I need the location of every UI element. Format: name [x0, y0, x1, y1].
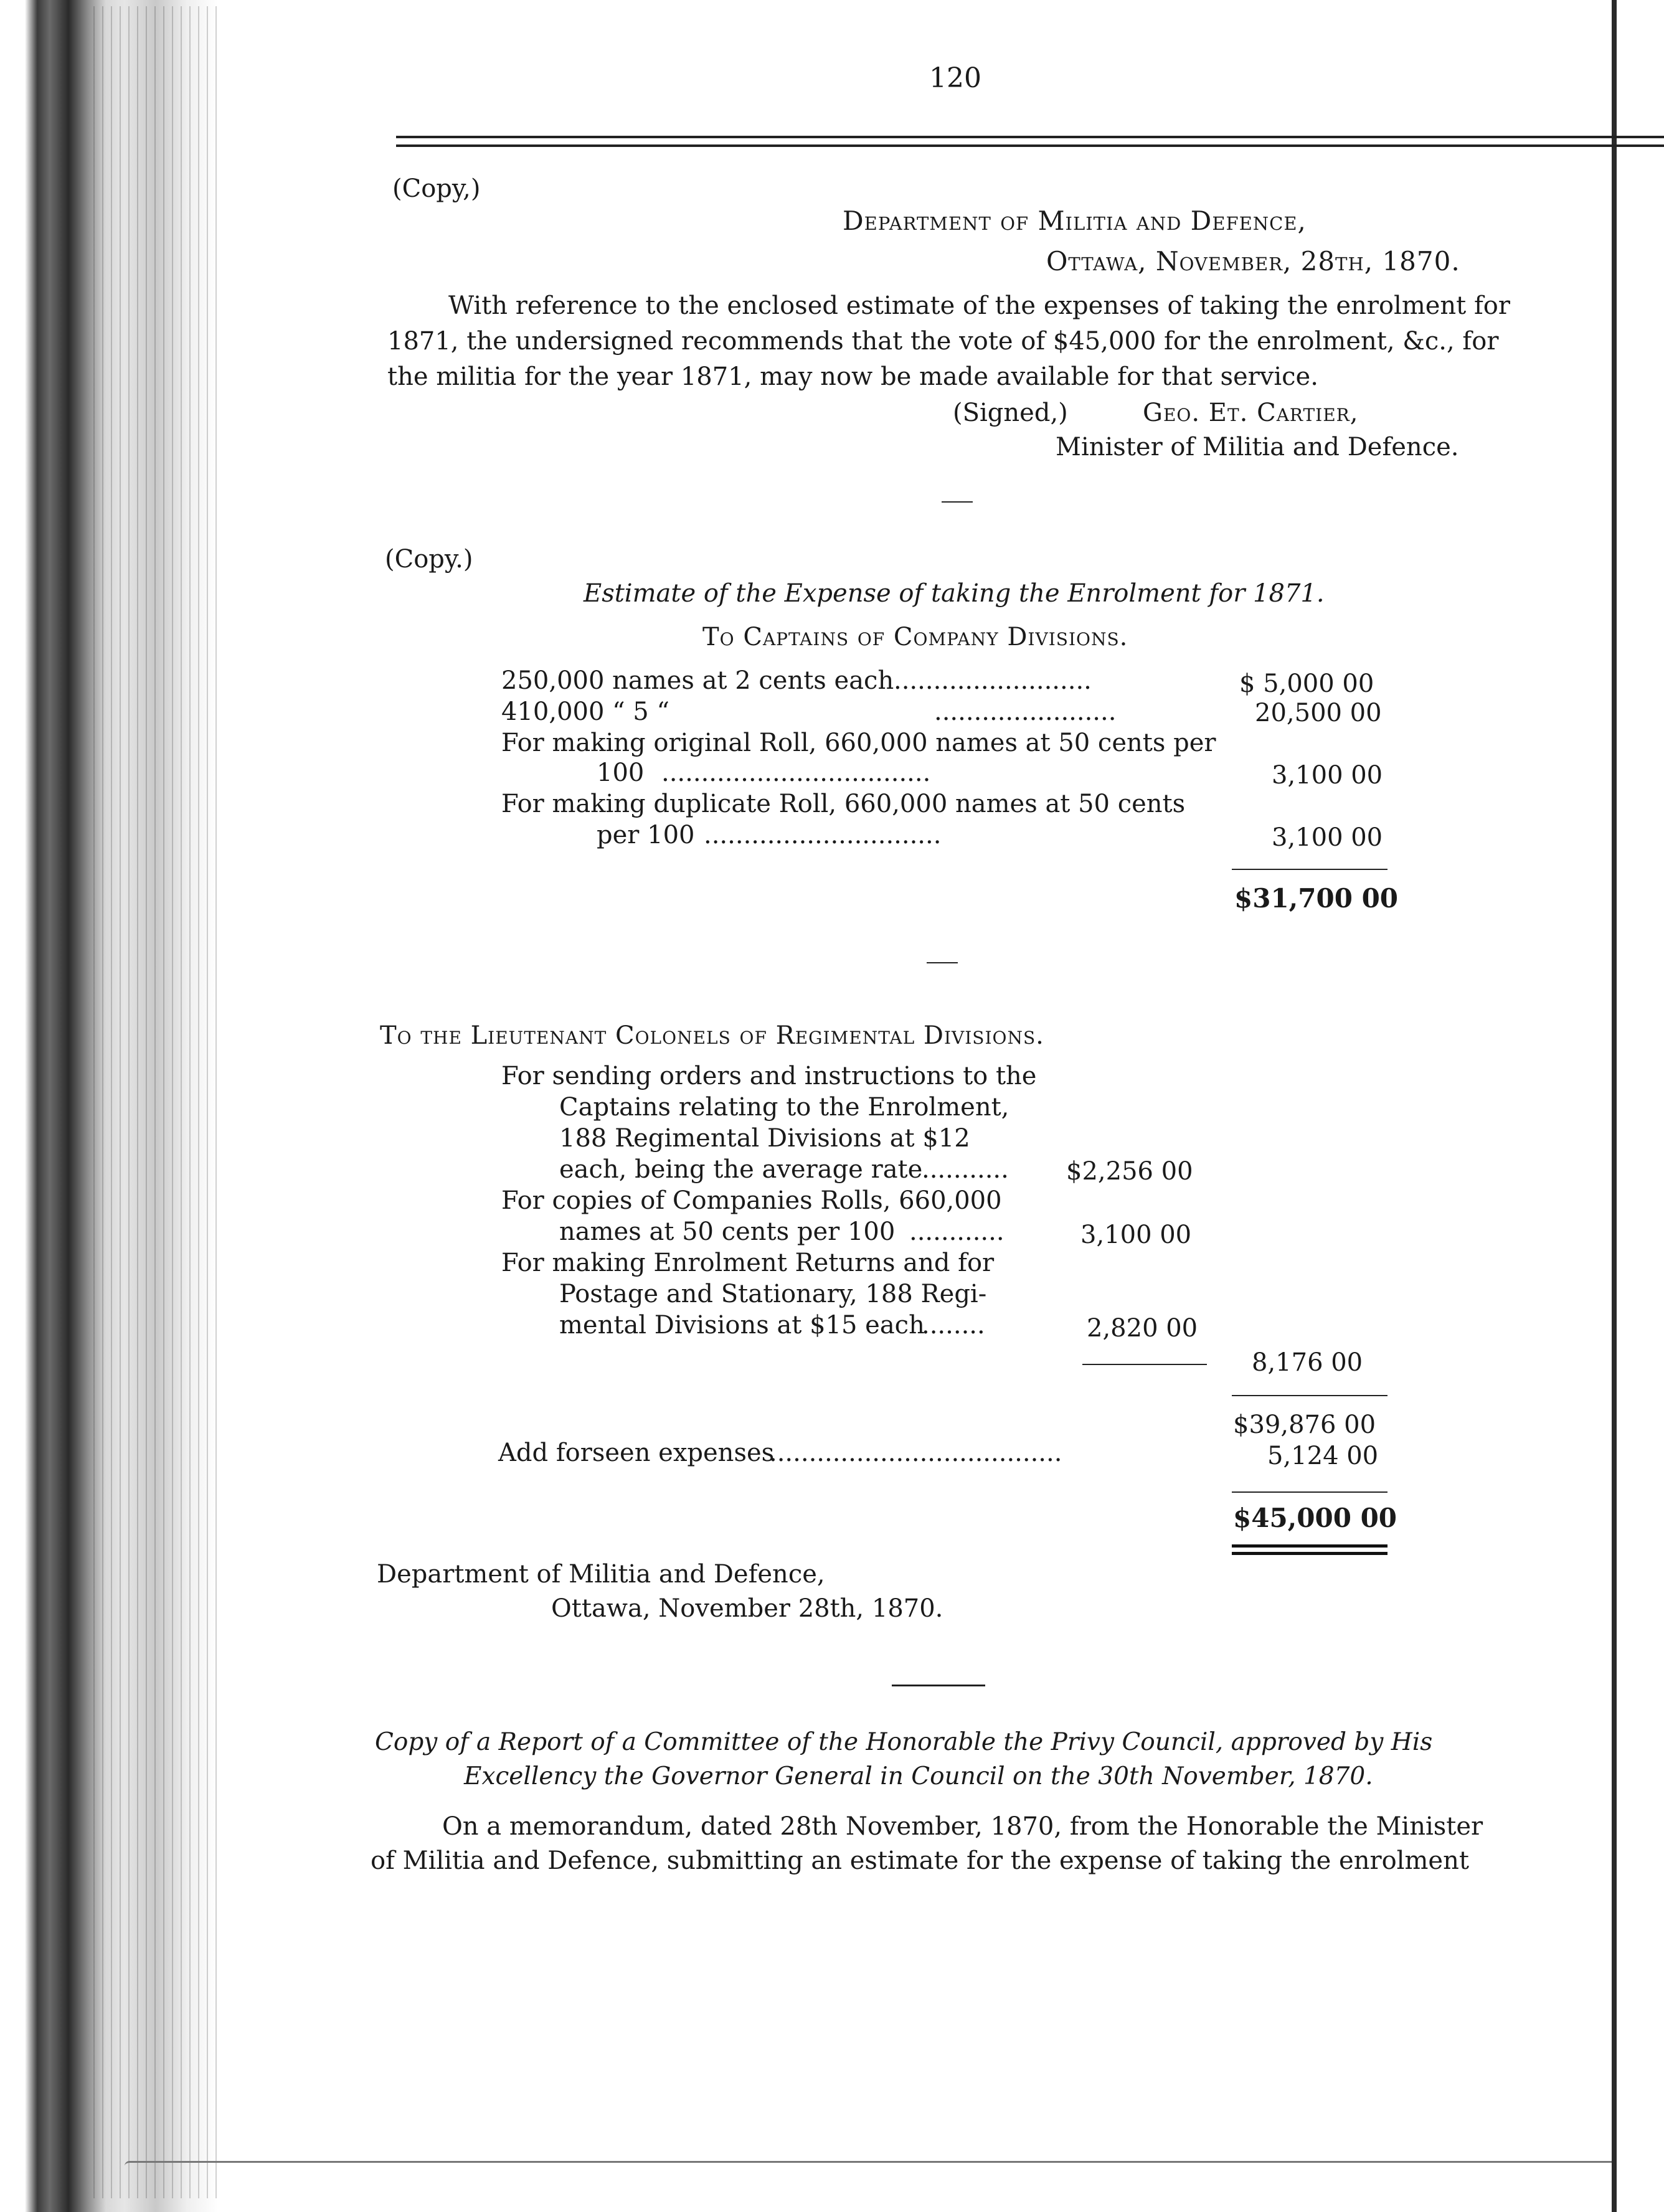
lt-amount-2: 3,100 00 [1080, 1221, 1192, 1249]
lt-leader-3: ........ [922, 1311, 985, 1340]
page-number: 120 [929, 62, 981, 94]
page-edges [93, 6, 218, 2198]
lt-colonels-heading: To the Lieutenant Colonels of Regimental Divisions. [380, 1021, 1044, 1050]
letter-department: Department of Militia and Defence, [843, 206, 1307, 236]
estimate-department-date: Ottawa, November 28th, 1870. [551, 1594, 943, 1623]
letter-date: Ottawa, November, 28th, 1870. [1046, 246, 1460, 276]
report-title-line-1: Copy of a Report of a Committee of the Honorable the Privy Council, approved by His [375, 1728, 1433, 1756]
estimate-department: Department of Militia and Defence, [377, 1560, 825, 1589]
section-dash-1 [942, 501, 973, 503]
captains-total: $31,700 00 [1234, 883, 1399, 914]
grand-total-double-rule-top [1232, 1544, 1387, 1548]
lt-leader-2: ............ [909, 1217, 1005, 1246]
forseen-label: Add forseen expenses [498, 1439, 775, 1467]
letter-copy-label: (Copy,) [392, 174, 481, 203]
captains-item-1: 250,000 names at 2 cents each [501, 666, 894, 695]
letter-body-line-1: With reference to the enclosed estimate of the expenses of taking the enrolment for [448, 291, 1510, 320]
captains-item-4-line-1: For making duplicate Roll, 660,000 names at 50 cents [501, 790, 1186, 818]
captains-heading: To Captains of Company Divisions. [702, 623, 1128, 651]
captains-item-4-line-2: per 100 [597, 821, 695, 849]
right-page-edge [1612, 0, 1617, 2212]
letter-body-line-2: 1871, the undersigned recommends that the vote of $45,000 for the enrolment, &c., for [387, 327, 1499, 356]
signed-label: (Signed,) [953, 399, 1068, 427]
lt-item-1-line-1: For sending orders and instructions to the [501, 1062, 1037, 1090]
subtotal-rule [1232, 1395, 1387, 1396]
estimate-copy-label: (Copy.) [385, 545, 473, 574]
forseen-leader: ..................................... [769, 1439, 1062, 1467]
signer-title: Minister of Militia and Defence. [1056, 433, 1459, 461]
lt-item-1-line-3: 188 Regimental Divisions at $12 [559, 1124, 970, 1153]
subtotal: $39,876 00 [1233, 1411, 1376, 1439]
grand-total: $45,000 00 [1233, 1503, 1397, 1533]
lt-item-1-line-2: Captains relating to the Enrolment, [559, 1093, 1009, 1122]
grand-total-double-rule-bottom [1232, 1552, 1387, 1555]
captains-item-2: 410,000 “ 5 “ [501, 697, 669, 726]
right-margin [1617, 0, 1664, 2212]
captains-amount-2: 20,500 00 [1255, 699, 1382, 727]
captains-item-3-line-2: 100 [597, 759, 645, 787]
lt-item-3-line-2: Postage and Stationary, 188 Regi- [559, 1280, 987, 1308]
report-title-line-2: Excellency the Governor General in Council on the 30th November, 1870. [464, 1762, 1373, 1790]
report-body-line-2: of Militia and Defence, submitting an estimate for the expense of taking the enrolment [371, 1846, 1469, 1875]
header-rule-bottom [396, 144, 1664, 147]
captains-leader-3: .................................. [661, 759, 931, 787]
lt-item-2-line-2: names at 50 cents per 100 [559, 1217, 896, 1246]
lt-amount-rule [1082, 1364, 1207, 1365]
document-page [218, 0, 1612, 2212]
header-rule-top [396, 136, 1664, 138]
captains-leader-1: ......................... [894, 666, 1092, 695]
captains-total-rule [1232, 869, 1387, 870]
lt-item-3-line-1: For making Enrolment Returns and for [501, 1249, 995, 1277]
letter-body-line-3: the militia for the year 1871, may now be made available for that service. [387, 362, 1318, 391]
section-dash-2 [927, 962, 958, 963]
lt-item-1-line-4: each, being the average rate [559, 1155, 923, 1184]
captains-item-3-line-1: For making original Roll, 660,000 names at 50 cents per [501, 729, 1216, 757]
lt-amount-3: 2,820 00 [1087, 1314, 1198, 1343]
lt-amount-1: $2,256 00 [1066, 1157, 1193, 1186]
estimate-title: Estimate of the Expense of taking the Enrolment for 1871. [584, 579, 1325, 608]
grand-total-rule [1232, 1491, 1387, 1493]
lt-item-2-line-1: For copies of Companies Rolls, 660,000 [501, 1186, 1002, 1215]
section-rule-3 [892, 1685, 985, 1686]
captains-amount-1: $ 5,000 00 [1239, 669, 1374, 698]
captains-leader-4: .............................. [704, 821, 942, 849]
captains-leader-2: ....................... [934, 697, 1117, 726]
lt-item-3-line-3: mental Divisions at $15 each [559, 1311, 925, 1340]
report-body-line-1: On a memorandum, dated 28th November, 1870, from the Honorable the Minister [442, 1812, 1483, 1841]
lt-total: 8,176 00 [1252, 1348, 1363, 1377]
signer-name: Geo. Et. Cartier, [1143, 399, 1359, 427]
captains-amount-3: 3,100 00 [1272, 761, 1383, 790]
forseen-amount: 5,124 00 [1267, 1442, 1379, 1470]
captains-amount-4: 3,100 00 [1272, 823, 1383, 852]
lt-leader-1: ........... [922, 1155, 1009, 1184]
